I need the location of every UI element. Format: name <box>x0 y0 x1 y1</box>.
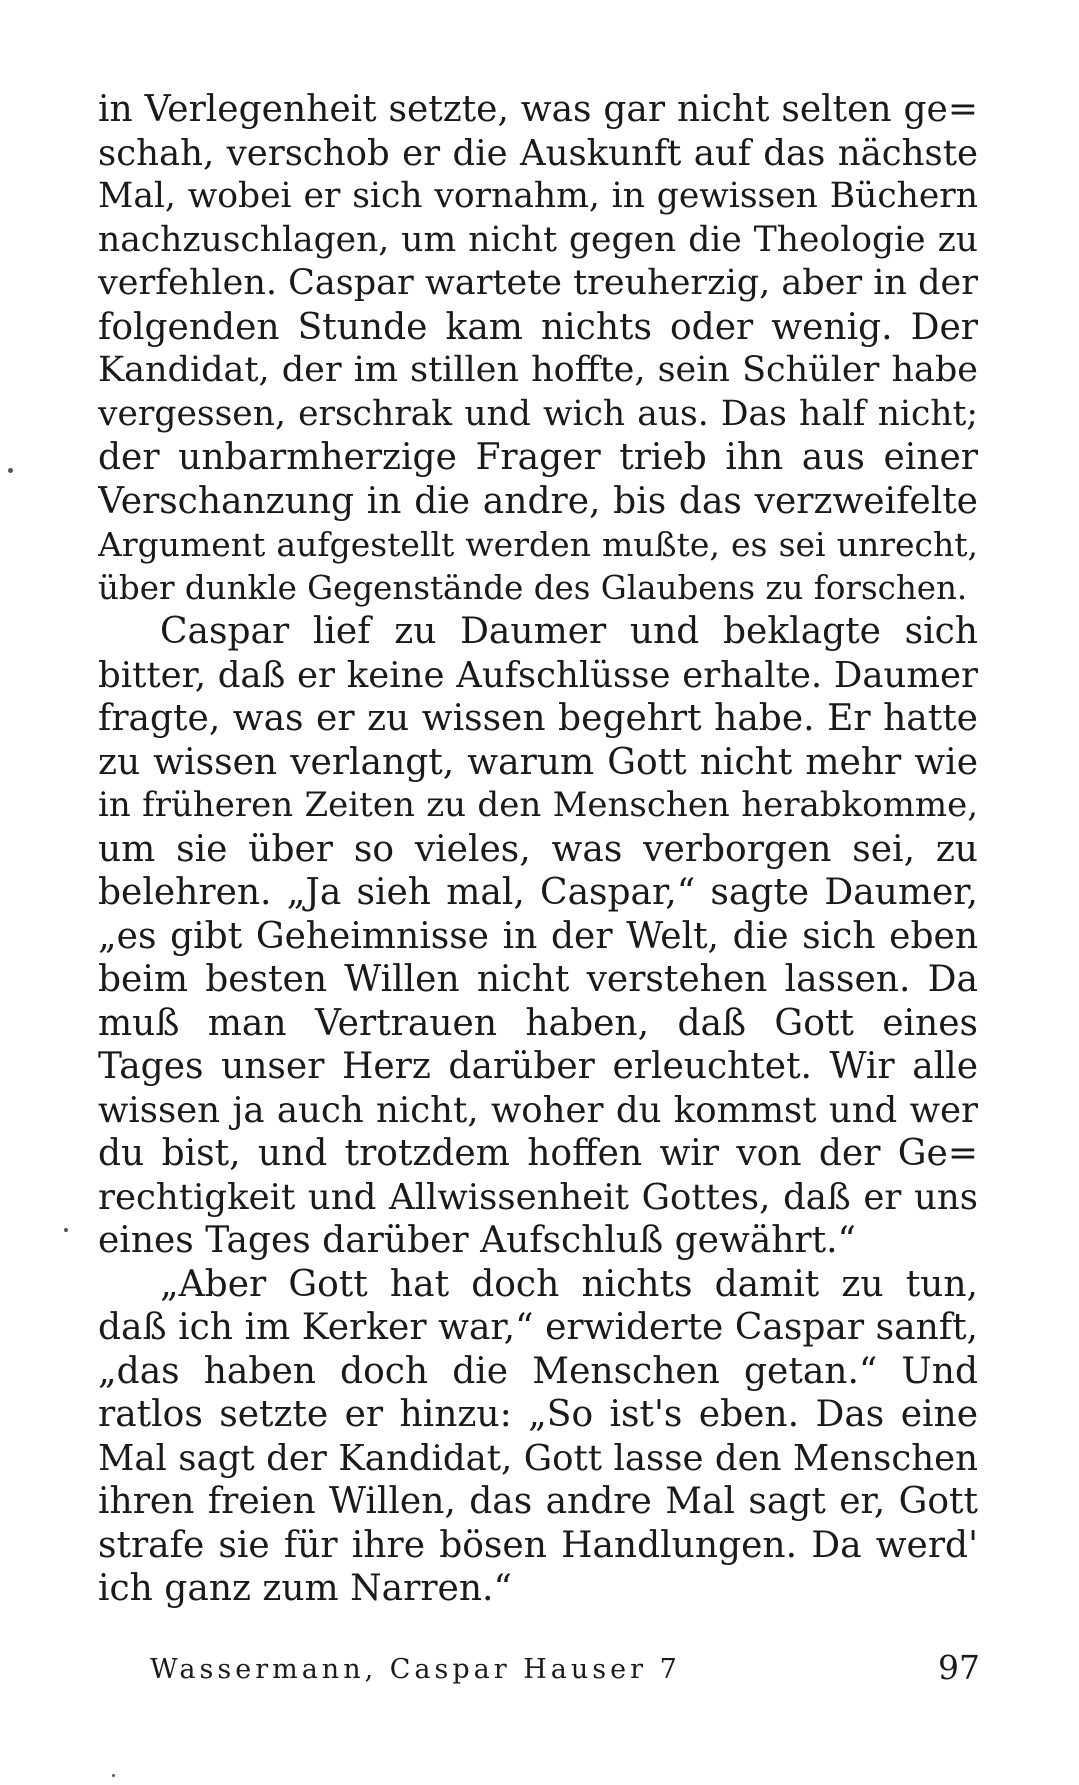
text-line: in Verlegenheit setzte, was gar nicht selten ge= <box>98 89 978 130</box>
text-line: wissen ja auch nicht, woher du kommst und wer <box>98 1089 978 1131</box>
text-line: „es gibt Geheimnisse in der Welt, die sich eben <box>98 915 978 957</box>
text-line: fragte, was er zu wissen begehrt habe. Er hatte <box>98 698 978 739</box>
printer-signature: Wassermann, Caspar Hauser 7 <box>150 1654 681 1685</box>
text-line: Mal sagt der Kandidat, Gott lasse den Menschen <box>98 1437 978 1479</box>
text-line: nachzuschlagen, um nicht gegen die Theologie zu <box>98 219 978 260</box>
text-line: Kandidat, der im stillen hoffte, sein Schüler habe <box>98 350 978 390</box>
text-line: strafe sie für ihre bösen Handlungen. Da werd' <box>98 1524 978 1566</box>
text-line: verfehlen. Caspar wartete treuherzig, aber in der <box>98 263 978 303</box>
text-line: du bist, und trotzdem hoffen wir von der Ge= <box>98 1133 978 1174</box>
text-line: über dunkle Gegenstände des Glaubens zu forschen. <box>98 568 968 607</box>
text-line: „das haben doch die Menschen getan.“ Und <box>98 1350 978 1392</box>
text-line: rechtigkeit und Allwissenheit Gottes, daß er uns <box>98 1176 978 1218</box>
text-line: schah, verschob er die Auskunft auf das nächste <box>98 132 978 174</box>
text-line: „Aber Gott hat doch nichts damit zu tun, <box>160 1263 978 1305</box>
text-line: ratlos setzte er hinzu: „So ist's eben. Das eine <box>98 1394 978 1435</box>
text-line: Mal, wobei er sich vornahm, in gewissen Büchern <box>98 176 978 216</box>
text-line: ihren freien Willen, das andre Mal sagt er, Gott <box>98 1481 978 1522</box>
text-line: Argument aufgestellt werden mußte, es sei unrecht, <box>98 525 978 564</box>
page-footer <box>150 1648 980 1698</box>
text-line: folgenden Stunde kam nichts oder wenig. Der <box>98 306 978 348</box>
text-line: bitter, daß er keine Aufschlüsse erhalte. Daumer <box>98 654 978 696</box>
paper-speck <box>64 1228 68 1232</box>
text-line: um sie über so vieles, was verborgen sei, zu <box>98 828 978 870</box>
text-line: der unbarmherzige Frager trieb ihn aus einer <box>98 437 978 478</box>
text-line: zu wissen verlangt, warum Gott nicht mehr wie <box>98 741 978 783</box>
text-line: beim besten Willen nicht verstehen lassen. Da <box>98 959 978 1000</box>
paper-speck <box>112 1774 115 1777</box>
text-line: eines Tages darüber Aufschluß gewährt.“ <box>98 1220 856 1261</box>
page-number: 97 <box>938 1648 980 1687</box>
text-line: belehren. „Ja sieh mal, Caspar,“ sagte Daumer, <box>98 872 978 913</box>
text-line: in früheren Zeiten zu den Menschen herabkomme, <box>98 785 978 825</box>
text-line: Tages unser Herz darüber erleuchtet. Wir alle <box>98 1046 978 1087</box>
text-line: Verschanzung in die andre, bis das verzweifelte <box>98 480 978 522</box>
text-line: vergessen, erschrak und wich aus. Das half nicht; <box>98 393 978 434</box>
body-text <box>98 88 978 1611</box>
text-line: daß ich im Kerker war,“ erwiderte Caspar sanft, <box>98 1307 978 1348</box>
paper-speck <box>8 468 13 473</box>
text-line: muß man Vertrauen haben, daß Gott eines <box>98 1002 978 1044</box>
text-line: Caspar lief zu Daumer und beklagte sich <box>160 611 978 652</box>
text-line: ich ganz zum Narren.“ <box>98 1568 512 1609</box>
